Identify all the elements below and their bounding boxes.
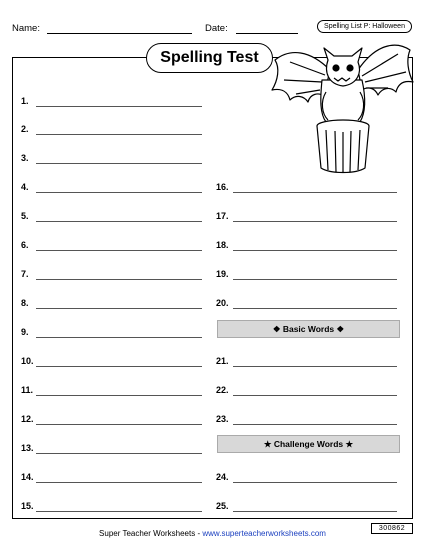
item-number: 11.: [21, 385, 34, 395]
name-field[interactable]: [47, 33, 192, 34]
item-number: 20.: [216, 298, 229, 308]
item-number: 15.: [21, 501, 34, 511]
answer-line[interactable]: [36, 395, 202, 396]
date-label: Date:: [205, 23, 228, 34]
answer-line[interactable]: [233, 424, 397, 425]
answer-line[interactable]: [233, 482, 397, 483]
list-tag: Spelling List P: Halloween: [317, 20, 412, 33]
answer-line[interactable]: [233, 308, 397, 309]
item-number: 22.: [216, 385, 229, 395]
page-title: Spelling Test: [146, 43, 273, 73]
item-number: 6.: [21, 240, 29, 250]
item-number: 10.: [21, 356, 34, 366]
gargoyle-icon: [270, 40, 415, 175]
item-number: 3.: [21, 153, 29, 163]
answer-line[interactable]: [233, 395, 397, 396]
footer-separator: -: [195, 529, 203, 538]
worksheet-code: 300862: [371, 523, 413, 534]
answer-line[interactable]: [233, 511, 397, 512]
date-field[interactable]: [236, 33, 298, 34]
name-label: Name:: [12, 23, 40, 34]
item-number: 25.: [216, 501, 229, 511]
item-number: 24.: [216, 472, 229, 482]
answer-line[interactable]: [36, 279, 202, 280]
item-number: 19.: [216, 269, 229, 279]
item-number: 12.: [21, 414, 34, 424]
answer-line[interactable]: [36, 482, 202, 483]
answer-line[interactable]: [233, 366, 397, 367]
challenge-words-banner: ★ Challenge Words ★: [217, 435, 400, 453]
item-number: 18.: [216, 240, 229, 250]
item-number: 21.: [216, 356, 229, 366]
item-number: 9.: [21, 327, 29, 337]
answer-line[interactable]: [233, 221, 397, 222]
footer: [0, 529, 425, 538]
item-number: 14.: [21, 472, 34, 482]
answer-line[interactable]: [36, 221, 202, 222]
footer-brand: Super Teacher Worksheets: [99, 529, 196, 538]
answer-line[interactable]: [36, 453, 202, 454]
item-number: 23.: [216, 414, 229, 424]
answer-line[interactable]: [36, 163, 202, 164]
answer-line[interactable]: [36, 366, 202, 367]
answer-line[interactable]: [36, 134, 202, 135]
item-number: 1.: [21, 96, 29, 106]
answer-line[interactable]: [36, 511, 202, 512]
item-number: 16.: [216, 182, 229, 192]
basic-words-banner: ❖ Basic Words ❖: [217, 320, 400, 338]
answer-line[interactable]: [36, 337, 202, 338]
item-number: 17.: [216, 211, 229, 221]
answer-line[interactable]: [36, 106, 202, 107]
answer-line[interactable]: [36, 308, 202, 309]
item-number: 7.: [21, 269, 29, 279]
answer-line[interactable]: [233, 250, 397, 251]
item-number: 8.: [21, 298, 29, 308]
answer-line[interactable]: [36, 424, 202, 425]
answer-line[interactable]: [36, 192, 202, 193]
item-number: 4.: [21, 182, 29, 192]
answer-line[interactable]: [233, 279, 397, 280]
footer-url-link[interactable]: www.superteacherworksheets.com: [202, 529, 326, 538]
item-number: 2.: [21, 124, 29, 134]
item-number: 13.: [21, 443, 34, 453]
answer-line[interactable]: [36, 250, 202, 251]
answer-line[interactable]: [233, 192, 397, 193]
item-number: 5.: [21, 211, 29, 221]
